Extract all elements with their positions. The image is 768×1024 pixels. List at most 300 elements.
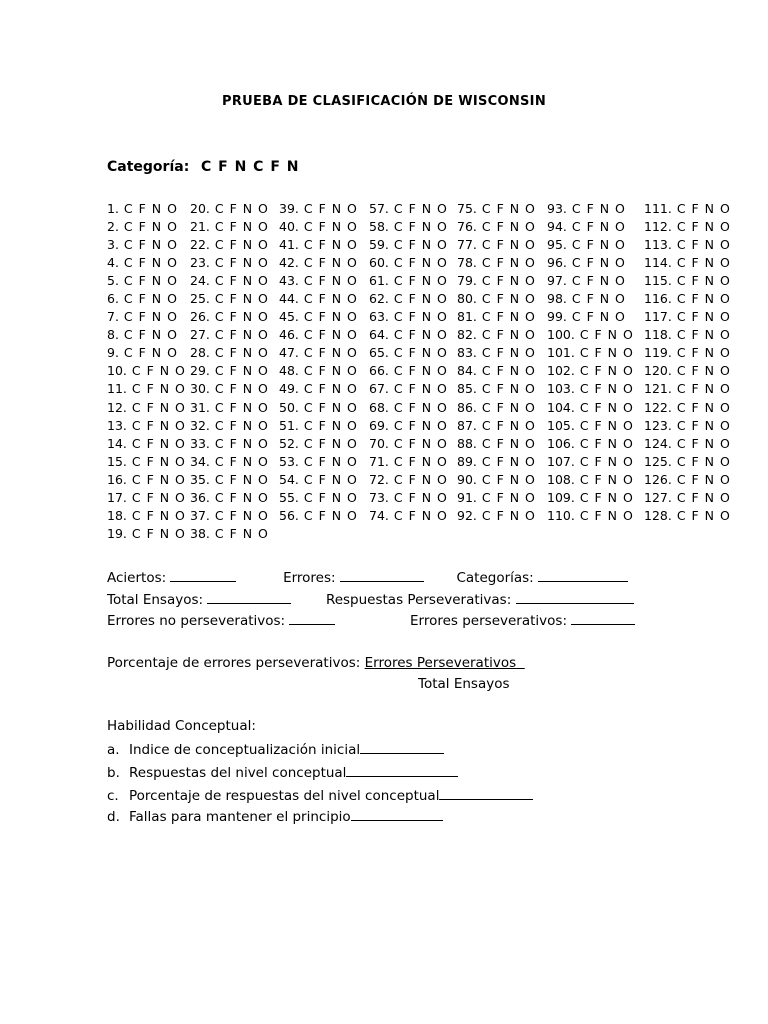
response-item[interactable] (644, 272, 731, 290)
response-item[interactable] (279, 362, 358, 380)
response-item[interactable] (190, 290, 269, 308)
item-options: C F N O (574, 507, 634, 523)
response-item[interactable] (190, 308, 269, 326)
categorias-label: Categorías: (456, 570, 534, 586)
response-item[interactable] (457, 471, 536, 489)
response-item[interactable] (644, 236, 731, 254)
response-item[interactable] (107, 272, 186, 290)
item-number: 69. (369, 417, 389, 433)
item-number: 49. (279, 381, 299, 397)
response-item[interactable] (644, 399, 731, 417)
item-options: C F N O (671, 327, 731, 343)
item-options: C F N O (671, 489, 731, 505)
response-item[interactable] (279, 308, 358, 326)
item-options: C F N O (388, 237, 448, 253)
response-item[interactable] (190, 525, 269, 543)
item-options: C F N O (388, 327, 448, 343)
item-options: C F N O (671, 345, 731, 361)
response-item[interactable] (190, 236, 269, 254)
response-item[interactable] (547, 453, 634, 471)
response-item[interactable] (190, 362, 269, 380)
item-options: C F N O (476, 435, 536, 451)
item-number: 97. (547, 273, 567, 289)
item-options: C F N O (566, 291, 626, 307)
response-item[interactable] (279, 380, 358, 398)
response-item[interactable] (644, 435, 731, 453)
response-item[interactable] (369, 236, 448, 254)
response-item[interactable] (107, 236, 186, 254)
response-item[interactable] (644, 344, 731, 362)
response-item[interactable] (190, 344, 269, 362)
response-item[interactable] (279, 326, 358, 344)
response-item[interactable] (457, 453, 536, 471)
item-options: C F N O (298, 453, 358, 469)
response-item[interactable] (279, 272, 358, 290)
item-options: C F N O (476, 417, 536, 433)
item-number: 125. (644, 453, 672, 469)
response-item[interactable] (107, 417, 186, 435)
response-grid (107, 200, 737, 545)
item-options: C F N O (476, 273, 536, 289)
item-number: 114. (644, 255, 672, 271)
item-number: 29. (190, 363, 210, 379)
item-number: 17. (107, 489, 127, 505)
item-options: C F N O (126, 399, 186, 415)
response-item[interactable] (457, 326, 536, 344)
item-options: C F N O (671, 435, 731, 451)
item-number: 10. (107, 363, 127, 379)
errores-perseverativos-field[interactable] (571, 611, 635, 625)
item-options: C F N O (574, 363, 634, 379)
item-options: C F N O (209, 309, 269, 325)
response-item[interactable] (369, 272, 448, 290)
response-item[interactable] (107, 344, 186, 362)
item-field[interactable] (351, 807, 443, 821)
response-item[interactable] (547, 417, 634, 435)
response-item[interactable] (369, 380, 448, 398)
response-item[interactable] (190, 489, 269, 507)
response-item[interactable] (457, 344, 536, 362)
item-letter: c. (107, 788, 119, 804)
response-item[interactable] (644, 290, 731, 308)
item-number: 12. (107, 399, 127, 415)
item-number: 74. (369, 507, 389, 523)
response-item[interactable] (369, 326, 448, 344)
response-item[interactable] (190, 326, 269, 344)
response-item[interactable] (547, 254, 634, 272)
item-options: C F N O (671, 309, 731, 325)
item-number: 57. (369, 201, 389, 216)
response-item[interactable] (369, 362, 448, 380)
item-options: C F N O (574, 453, 634, 469)
item-options: C F N O (671, 273, 731, 289)
response-item[interactable] (644, 507, 731, 525)
item-letter: b. (107, 765, 120, 781)
response-item[interactable] (547, 326, 634, 344)
item-options: C F N O (574, 417, 634, 433)
item-options: C F N O (671, 201, 731, 216)
item-options: C F N O (476, 255, 536, 271)
item-field[interactable] (360, 740, 444, 754)
item-options: C F N O (574, 399, 634, 415)
response-item[interactable] (644, 308, 731, 326)
score-line-3 (107, 611, 635, 629)
item-options: C F N O (126, 471, 186, 487)
item-options: C F N O (476, 345, 536, 361)
item-options: C F N O (209, 381, 269, 397)
response-item[interactable] (190, 200, 269, 218)
response-item[interactable] (107, 435, 186, 453)
item-options: C F N O (671, 507, 731, 523)
errores-perseverativos-label: Errores perseverativos: (410, 613, 567, 629)
response-item[interactable] (457, 254, 536, 272)
score-line-1 (107, 568, 628, 586)
response-item[interactable] (107, 525, 186, 543)
item-options: C F N O (118, 255, 178, 271)
response-item[interactable] (369, 471, 448, 489)
response-item[interactable] (279, 200, 358, 218)
response-item[interactable] (644, 200, 731, 218)
item-number: 47. (279, 345, 299, 361)
item-options: C F N O (671, 453, 731, 469)
item-number: 103. (547, 381, 575, 397)
response-item[interactable] (457, 218, 536, 236)
item-number: 18. (107, 507, 127, 523)
item-number: 3. (107, 237, 119, 253)
item-number: 101. (547, 345, 575, 361)
item-options: C F N O (298, 381, 358, 397)
response-item[interactable] (279, 507, 358, 525)
item-number: 112. (644, 219, 672, 235)
item-options: C F N O (298, 417, 358, 433)
item-options: C F N O (298, 309, 358, 325)
item-options: C F N O (209, 489, 269, 505)
item-number: 41. (279, 237, 299, 253)
item-text: Fallas para mantener el principio (129, 809, 351, 825)
item-number: 86. (457, 399, 477, 415)
respuestas-perseverativas-field[interactable] (516, 590, 634, 604)
item-number: 34. (190, 453, 210, 469)
item-number: 65. (369, 345, 389, 361)
item-number: 61. (369, 273, 389, 289)
item-field[interactable] (346, 763, 458, 777)
item-field[interactable] (439, 786, 533, 800)
item-number: 72. (369, 471, 389, 487)
response-item[interactable] (644, 362, 731, 380)
item-number: 63. (369, 309, 389, 325)
aciertos-label: Aciertos: (107, 570, 167, 586)
item-number: 120. (644, 363, 672, 379)
response-item[interactable] (457, 435, 536, 453)
item-number: 113. (644, 237, 672, 253)
item-options: C F N O (388, 219, 448, 235)
response-item[interactable] (279, 399, 358, 417)
porcentaje-denominator: Total Ensayos (418, 676, 510, 692)
item-options: C F N O (388, 273, 448, 289)
response-item[interactable] (107, 399, 186, 417)
item-number: 100. (547, 327, 575, 343)
item-number: 46. (279, 327, 299, 343)
response-item[interactable] (547, 362, 634, 380)
item-number: 67. (369, 381, 389, 397)
response-item[interactable] (457, 417, 536, 435)
item-options: C F N O (209, 345, 269, 361)
response-item[interactable] (457, 200, 536, 218)
item-options: C F N O (476, 291, 536, 307)
errores-field[interactable] (340, 568, 424, 582)
response-item[interactable] (190, 218, 269, 236)
response-item[interactable] (190, 399, 269, 417)
response-item[interactable] (190, 254, 269, 272)
response-item[interactable] (547, 272, 634, 290)
response-item[interactable] (547, 200, 634, 218)
response-item[interactable] (644, 453, 731, 471)
response-item[interactable] (107, 326, 186, 344)
item-options: C F N O (298, 201, 358, 216)
response-item[interactable] (644, 254, 731, 272)
item-number: 102. (547, 363, 575, 379)
item-number: 75. (457, 201, 477, 216)
item-number: 37. (190, 507, 210, 523)
category-values: C F N C F N (201, 159, 300, 175)
response-item[interactable] (369, 507, 448, 525)
item-options: C F N O (476, 399, 536, 415)
response-item[interactable] (190, 453, 269, 471)
response-item[interactable] (369, 489, 448, 507)
response-item[interactable] (279, 453, 358, 471)
item-number: 42. (279, 255, 299, 271)
response-item[interactable] (547, 399, 634, 417)
response-item[interactable] (107, 200, 186, 218)
response-item[interactable] (279, 254, 358, 272)
item-options: C F N O (298, 327, 358, 343)
response-item[interactable] (369, 344, 448, 362)
response-item[interactable] (457, 272, 536, 290)
response-item[interactable] (369, 254, 448, 272)
response-item[interactable] (369, 435, 448, 453)
response-item[interactable] (190, 471, 269, 489)
item-number: 27. (190, 327, 210, 343)
item-number: 19. (107, 525, 127, 541)
response-item[interactable] (107, 362, 186, 380)
item-options: C F N O (388, 381, 448, 397)
item-options: C F N O (209, 417, 269, 433)
item-number: 58. (369, 219, 389, 235)
item-options: C F N O (209, 201, 269, 216)
item-number: 95. (547, 237, 567, 253)
item-text: Porcentaje de respuestas del nivel conceptual (129, 788, 440, 804)
item-options: C F N O (574, 381, 634, 397)
item-options: C F N O (298, 345, 358, 361)
item-options: C F N O (388, 201, 448, 216)
item-number: 31. (190, 399, 210, 415)
response-item[interactable] (190, 417, 269, 435)
response-item[interactable] (369, 417, 448, 435)
item-options: C F N O (209, 255, 269, 271)
item-options: C F N O (118, 345, 178, 361)
item-options: C F N O (574, 435, 634, 451)
response-item[interactable] (547, 218, 634, 236)
respuestas-perseverativas-label: Respuestas Perseverativas: (325, 592, 512, 608)
item-options: C F N O (566, 201, 626, 216)
response-item[interactable] (369, 453, 448, 471)
response-item[interactable] (279, 236, 358, 254)
item-number: 44. (279, 291, 299, 307)
habilidad-item (107, 763, 458, 781)
item-options: C F N O (476, 309, 536, 325)
total-ensayos-field[interactable] (207, 590, 291, 604)
response-item[interactable] (369, 399, 448, 417)
item-number: 79. (457, 273, 477, 289)
item-number: 55. (279, 489, 299, 505)
response-item[interactable] (457, 507, 536, 525)
item-options: C F N O (388, 309, 448, 325)
response-column (644, 200, 731, 525)
response-item[interactable] (107, 218, 186, 236)
response-item[interactable] (547, 308, 634, 326)
response-item[interactable] (190, 435, 269, 453)
response-item[interactable] (369, 308, 448, 326)
response-item[interactable] (457, 399, 536, 417)
response-item[interactable] (644, 380, 731, 398)
item-options: C F N O (209, 453, 269, 469)
habilidad-heading: Habilidad Conceptual: (107, 718, 256, 734)
item-options: C F N O (476, 237, 536, 253)
item-options: C F N O (671, 381, 731, 397)
item-text: Respuestas del nivel conceptual (129, 765, 347, 781)
item-number: 21. (190, 219, 210, 235)
response-item[interactable] (457, 308, 536, 326)
item-options: C F N O (126, 363, 186, 379)
response-column (190, 200, 269, 543)
response-item[interactable] (107, 380, 186, 398)
item-options: C F N O (566, 255, 626, 271)
response-item[interactable] (190, 272, 269, 290)
response-item[interactable] (547, 290, 634, 308)
item-options: C F N O (298, 363, 358, 379)
response-item[interactable] (107, 507, 186, 525)
response-item[interactable] (279, 218, 358, 236)
item-options: C F N O (209, 507, 269, 523)
response-item[interactable] (107, 471, 186, 489)
response-item[interactable] (457, 380, 536, 398)
response-item[interactable] (107, 308, 186, 326)
item-number: 111. (644, 201, 672, 216)
item-options: C F N O (388, 345, 448, 361)
item-options: C F N O (388, 435, 448, 451)
response-item[interactable] (279, 489, 358, 507)
item-number: 85. (457, 381, 477, 397)
item-number: 64. (369, 327, 389, 343)
item-options: C F N O (298, 255, 358, 271)
response-item[interactable] (547, 380, 634, 398)
response-item[interactable] (547, 471, 634, 489)
response-item[interactable] (644, 489, 731, 507)
response-item[interactable] (644, 326, 731, 344)
habilidad-item (107, 807, 443, 825)
response-item[interactable] (369, 290, 448, 308)
porcentaje-numerator: Errores Perseverativos (364, 655, 517, 671)
response-item[interactable] (369, 200, 448, 218)
item-number: 25. (190, 291, 210, 307)
item-options: C F N O (298, 435, 358, 451)
response-item[interactable] (190, 380, 269, 398)
item-number: 94. (547, 219, 567, 235)
response-item[interactable] (107, 254, 186, 272)
item-options: C F N O (298, 273, 358, 289)
response-item[interactable] (457, 362, 536, 380)
item-number: 48. (279, 363, 299, 379)
response-item[interactable] (279, 435, 358, 453)
errores-no-perseverativos-field[interactable] (289, 611, 335, 625)
item-options: C F N O (209, 525, 269, 541)
item-options: C F N O (388, 489, 448, 505)
response-item[interactable] (279, 471, 358, 489)
response-item[interactable] (107, 489, 186, 507)
response-item[interactable] (279, 344, 358, 362)
response-item[interactable] (644, 417, 731, 435)
item-number: 15. (107, 453, 127, 469)
item-number: 92. (457, 507, 477, 523)
category-line (107, 159, 299, 175)
item-options: C F N O (566, 219, 626, 235)
item-number: 84. (457, 363, 477, 379)
response-item[interactable] (279, 417, 358, 435)
item-options: C F N O (209, 273, 269, 289)
item-options: C F N O (298, 471, 358, 487)
item-number: 115. (644, 273, 672, 289)
response-item[interactable] (190, 507, 269, 525)
item-number: 7. (107, 309, 119, 325)
response-item[interactable] (457, 290, 536, 308)
categorias-field[interactable] (538, 568, 628, 582)
response-item[interactable] (644, 218, 731, 236)
aciertos-field[interactable] (170, 568, 236, 582)
response-item[interactable] (547, 435, 634, 453)
item-number: 83. (457, 345, 477, 361)
item-options: C F N O (476, 363, 536, 379)
response-item[interactable] (547, 489, 634, 507)
response-column (457, 200, 536, 525)
item-options: C F N O (209, 219, 269, 235)
response-item[interactable] (107, 453, 186, 471)
item-options: C F N O (209, 399, 269, 415)
item-options: C F N O (388, 363, 448, 379)
response-item[interactable] (547, 344, 634, 362)
item-options: C F N O (566, 309, 626, 325)
item-number: 40. (279, 219, 299, 235)
item-options: C F N O (476, 453, 536, 469)
item-number: 87. (457, 417, 477, 433)
errores-no-perseverativos-label: Errores no perseverativos: (107, 613, 286, 629)
response-item[interactable] (457, 236, 536, 254)
response-item[interactable] (644, 471, 731, 489)
response-item[interactable] (279, 290, 358, 308)
item-number: 96. (547, 255, 567, 271)
item-number: 121. (644, 381, 672, 397)
item-options: C F N O (574, 489, 634, 505)
item-number: 119. (644, 345, 672, 361)
response-item[interactable] (547, 507, 634, 525)
response-item[interactable] (457, 489, 536, 507)
item-number: 4. (107, 255, 119, 271)
response-item[interactable] (547, 236, 634, 254)
item-number: 99. (547, 309, 567, 325)
item-number: 89. (457, 453, 477, 469)
response-item[interactable] (107, 290, 186, 308)
item-number: 117. (644, 309, 672, 325)
response-item[interactable] (369, 218, 448, 236)
